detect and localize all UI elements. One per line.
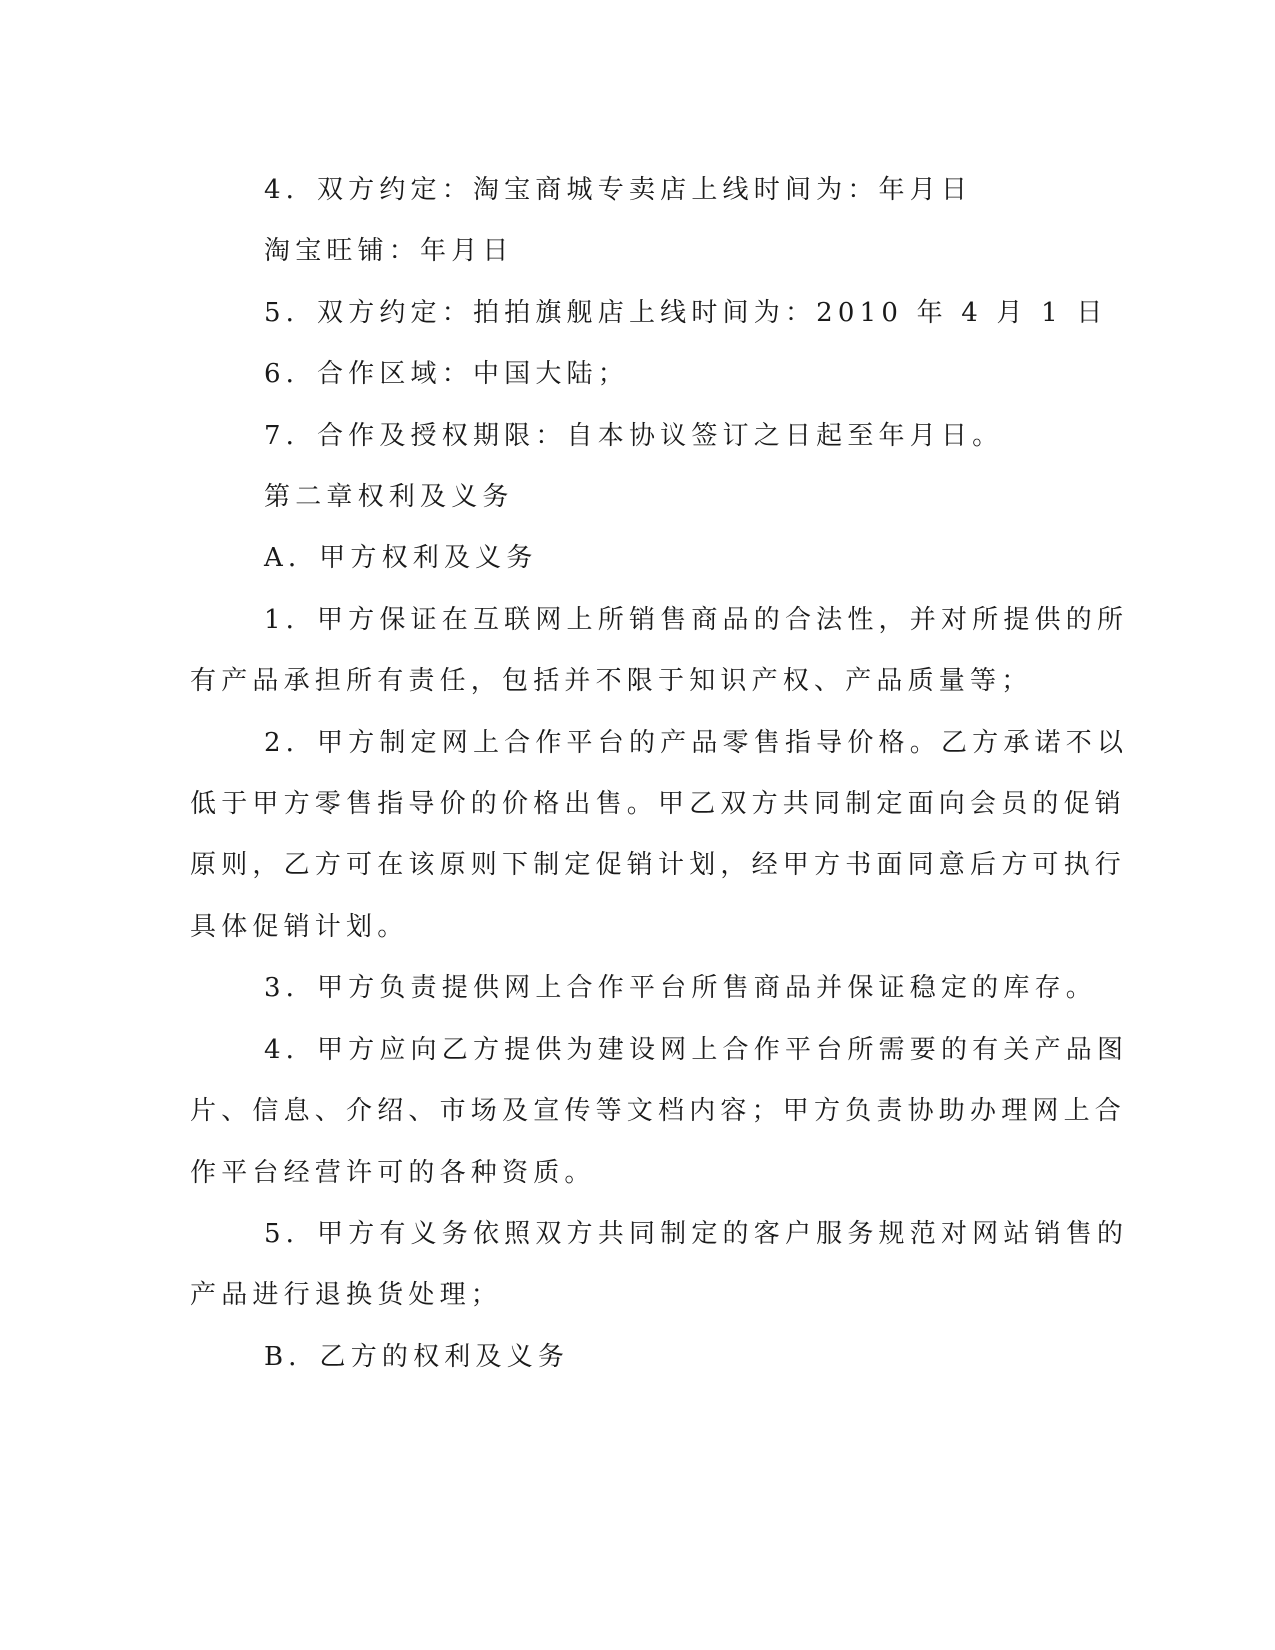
party-a-item-4 (190, 1020, 1129, 1204)
party-a-item-2 (190, 713, 1129, 959)
section-b-heading: B．乙方的权利及义务 (264, 1341, 570, 1372)
paragraph-line: 1．甲方保证在互联网上所销售商品的合法性，并对所提供的所 (264, 604, 1129, 635)
paragraph-line: 作平台经营许可的各种资质。 (190, 1157, 596, 1188)
clause-7-term: 7．合作及授权期限：自本协议签订之日起至年月日。 (264, 420, 1004, 451)
party-a-item-5 (190, 1204, 1129, 1327)
paragraph-line: 有产品承担所有责任，包括并不限于知识产权、产品质量等； (190, 666, 1033, 697)
paragraph-line: 3．甲方负责提供网上合作平台所售商品并保证稳定的库存。 (264, 973, 1097, 1004)
paragraph-line: 低于甲方零售指导价的价格出售。甲乙双方共同制定面向会员的促销 (190, 789, 1127, 820)
paragraph-line: 4．甲方应向乙方提供为建设网上合作平台所需要的有关产品图 (264, 1034, 1129, 1065)
chapter-2-heading: 第二章权利及义务 (264, 482, 514, 513)
clause-5-paipai-launch: 5．双方约定：拍拍旗舰店上线时间为：2010 年 4 月 1 日 (264, 297, 1108, 328)
paragraph-line: 5．甲方有义务依照双方共同制定的客户服务规范对网站销售的 (264, 1218, 1129, 1249)
paragraph-line: 具体促销计划。 (190, 911, 409, 942)
section-a-heading: A．甲方权利及义务 (264, 543, 538, 574)
clause-4-tmall-launch: 4．双方约定：淘宝商城专卖店上线时间为：年月日 (264, 175, 973, 205)
party-a-item-1 (190, 590, 1129, 713)
clause-6-region: 6．合作区域：中国大陆； (264, 359, 629, 390)
paragraph-line: 原则，乙方可在该原则下制定促销计划，经甲方书面同意后方可执行 (190, 850, 1127, 881)
paragraph-line: 片、信息、介绍、市场及宣传等文档内容；甲方负责协助办理网上合 (190, 1096, 1127, 1127)
clause-4-taobao-shop: 淘宝旺铺：年月日 (264, 236, 514, 267)
party-a-item-3 (190, 958, 1097, 1019)
document-body (190, 160, 1129, 1388)
paragraph-line: 2．甲方制定网上合作平台的产品零售指导价格。乙方承诺不以 (264, 727, 1129, 758)
paragraph-line: 产品进行退换货处理； (190, 1280, 503, 1311)
